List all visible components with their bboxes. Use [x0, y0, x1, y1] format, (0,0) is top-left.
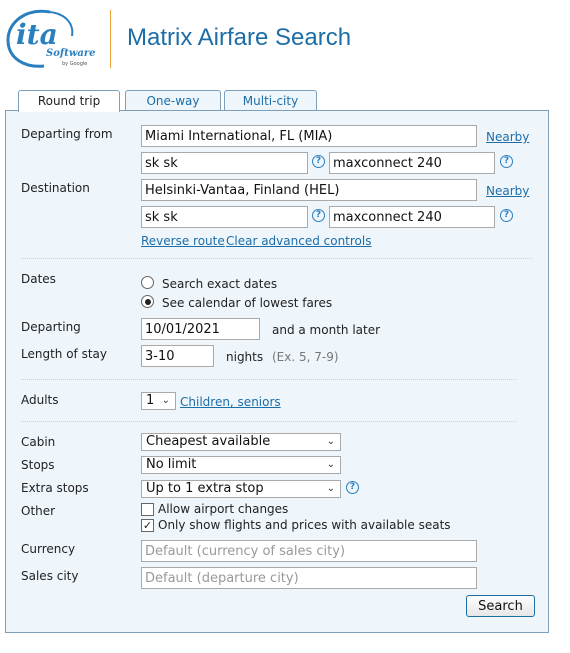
extra-stops-value: Up to 1 extra stop [146, 481, 264, 496]
length-of-stay-input[interactable] [141, 345, 214, 367]
children-seniors-link[interactable]: Children, seniors [180, 395, 281, 409]
departing-date-label: Departing [21, 320, 81, 334]
header-divider [110, 10, 111, 68]
routing-help-icon[interactable]: ? [312, 209, 325, 222]
departing-date-input[interactable] [141, 318, 260, 340]
destination-nearby-link[interactable]: Nearby [486, 184, 530, 198]
logo-sub-text: Software [46, 48, 96, 59]
cabin-label: Cabin [21, 435, 56, 449]
extra-stops-label: Extra stops [21, 481, 89, 495]
tab-round-trip[interactable]: Round trip [18, 90, 120, 112]
adults-select[interactable] [141, 392, 176, 410]
other-label: Other [21, 504, 56, 518]
departing-suffix-text: and a month later [272, 323, 381, 337]
chevron-down-icon: ⌄ [326, 436, 335, 447]
reverse-route-link[interactable]: Reverse route [141, 234, 225, 248]
cabin-value: Cheapest available [146, 434, 271, 449]
only-available-seats-checkbox[interactable] [141, 519, 154, 532]
nights-unit-text: nights [226, 350, 264, 364]
exact-dates-label: Search exact dates [162, 277, 278, 291]
stay-hint-text: (Ex. 5, 7-9) [272, 350, 339, 364]
only-available-seats-label: Only show flights and prices with available seats [158, 518, 451, 532]
dates-label: Dates [21, 272, 56, 286]
section-divider [21, 379, 516, 380]
extension-help-icon[interactable]: ? [500, 155, 513, 168]
allow-airport-changes-label: Allow airport changes [158, 502, 289, 516]
destination-routing-input[interactable] [141, 206, 308, 228]
radio-exact-dates[interactable] [141, 276, 154, 289]
stops-value: No limit [146, 457, 197, 472]
extension-help-icon[interactable]: ? [500, 209, 513, 222]
page-title: Matrix Airfare Search [127, 24, 352, 51]
origin-airport-input[interactable] [141, 125, 477, 147]
origin-routing-input[interactable] [141, 152, 308, 174]
chevron-down-icon: ⌄ [161, 395, 170, 406]
allow-airport-changes-checkbox[interactable] [141, 503, 154, 516]
adults-label: Adults [21, 393, 59, 407]
checkmark-icon: ✓ [142, 519, 153, 532]
calendar-lowest-fares-label: See calendar of lowest fares [162, 296, 333, 310]
origin-nearby-link[interactable]: Nearby [486, 130, 530, 144]
currency-label: Currency [21, 542, 76, 556]
extra-stops-help-icon[interactable]: ? [346, 481, 359, 494]
ita-software-logo [4, 6, 96, 70]
search-form-panel [5, 110, 549, 633]
stops-select[interactable] [141, 456, 341, 474]
destination-extension-input[interactable] [329, 206, 495, 228]
length-of-stay-label: Length of stay [21, 347, 107, 361]
origin-extension-input[interactable] [329, 152, 495, 174]
cabin-select[interactable] [141, 433, 341, 451]
logo-by-text: by Google [62, 61, 88, 67]
destination-label: Destination [21, 181, 90, 195]
adults-value: 1 [146, 393, 155, 408]
departing-from-label: Departing from [21, 127, 113, 141]
tab-one-way[interactable]: One-way [125, 90, 221, 111]
stops-label: Stops [21, 458, 55, 472]
tab-multi-city[interactable]: Multi-city [224, 90, 317, 111]
extra-stops-select[interactable] [141, 480, 341, 498]
clear-advanced-controls-link[interactable]: Clear advanced controls [226, 234, 372, 248]
sales-city-label: Sales city [21, 569, 79, 583]
chevron-down-icon: ⌄ [326, 483, 335, 494]
logo-main-text: ita [16, 18, 58, 51]
chevron-down-icon: ⌄ [326, 459, 335, 470]
search-button[interactable]: Search [466, 595, 535, 617]
section-divider [21, 258, 532, 259]
currency-input[interactable] [141, 540, 477, 562]
sales-city-input[interactable] [141, 567, 477, 589]
section-divider [21, 421, 516, 422]
routing-help-icon[interactable]: ? [312, 155, 325, 168]
radio-calendar-lowest-fares[interactable] [141, 295, 154, 308]
destination-airport-input[interactable] [141, 179, 477, 201]
